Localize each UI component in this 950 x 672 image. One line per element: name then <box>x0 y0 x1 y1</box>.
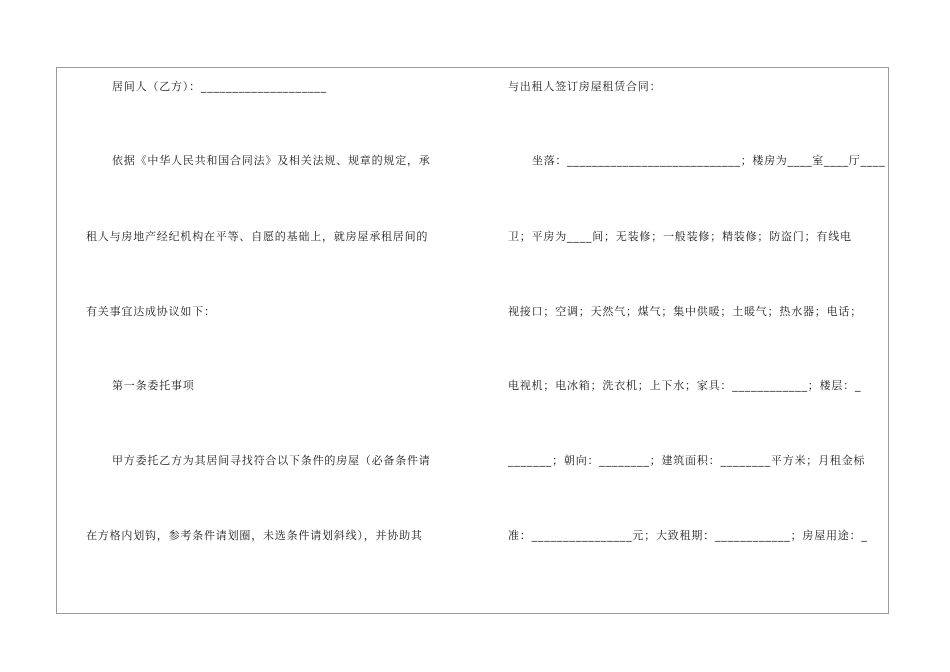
property-conditions-line-3: 视接口；空调；天然气；煤气；集中供暖；土暖气；热水器；电话； <box>508 305 862 318</box>
legal-basis-paragraph-line-3: 有关事宜达成协议如下： <box>86 305 216 318</box>
property-conditions-line-6: 准：________________元；大致租期：____________；房屋用途：_ <box>508 529 868 542</box>
commission-paragraph-line-2: 在方格内划钩，参考条件请划圈，未选条件请划斜线），并协助其 <box>86 529 423 542</box>
intermediary-party-line: 居间人（乙方）：____________________ <box>112 80 327 93</box>
property-conditions-line-5: _______；朝向：________；建筑面积：________平方米；月租金标 <box>508 454 866 467</box>
commission-paragraph-line-1: 甲方委托乙方为其居间寻找符合以下条件的房屋（必备条件请 <box>112 454 431 467</box>
property-conditions-line-4: 电视机；电冰箱；洗衣机；上下水；家具：____________；楼层：_ <box>508 379 862 392</box>
property-conditions-line-2: 卫；平房为____间；无装修；一般装修；精装修；防盗门；有线电 <box>508 230 852 243</box>
legal-basis-paragraph-line-2: 租人与房地产经纪机构在平等、自愿的基础上，就房屋承租居间的 <box>86 230 429 243</box>
property-conditions-line-1: 坐落：____________________________；楼房为____室____厅____ <box>532 154 886 167</box>
legal-basis-paragraph-line-1: 依据《中华人民共和国合同法》及相关法规、规章的规定，承 <box>112 154 431 167</box>
sign-lease-line: 与出租人签订房屋租赁合同： <box>508 80 662 93</box>
article-one-heading: 第一条委托事项 <box>112 379 195 392</box>
